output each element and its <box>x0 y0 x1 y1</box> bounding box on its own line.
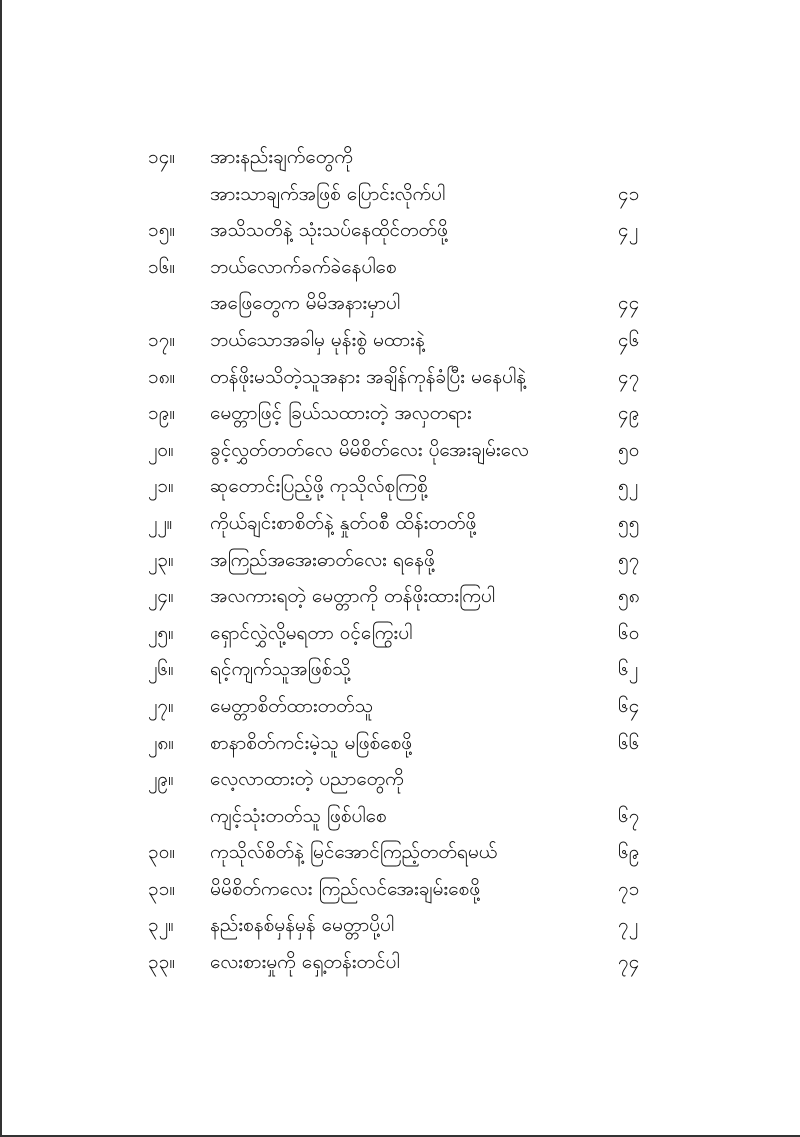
entry-title: မေတ္တာဖြင့် ခြယ်သထားတဲ့ အလှတရား <box>210 402 472 425</box>
entry-title: ဘယ်သောအခါမှ မုန်းစွဲ မထားနဲ့ <box>210 328 425 351</box>
entry-title: စာနာစိတ်ကင်းမဲ့သူ မဖြစ်စေဖို့ <box>210 731 412 754</box>
entry-title: လေးစားမှုကို ရှေ့တန်းတင်ပါ <box>210 951 400 974</box>
entry-page-number: ၄၆ <box>618 328 640 351</box>
toc-entry <box>148 798 668 835</box>
toc-entry <box>148 359 668 396</box>
entry-page-number: ၆၄ <box>618 694 640 717</box>
entry-page-number: ၅၂ <box>618 475 639 498</box>
entry-title: ကျင့်သုံးတတ်သူ ဖြစ်ပါစေ <box>210 804 387 827</box>
entry-title: နည်းစနစ်မှန်မှန် မေတ္တာပို့ပါ <box>210 914 395 937</box>
toc-entry <box>148 834 668 871</box>
entry-number: ၂၃။ <box>148 548 174 571</box>
entry-title: ရှောင်လွှဲလို့မရတာ ဝင့်ကြွေးပါ <box>210 621 413 644</box>
entry-title: မေတ္တာစိတ်ထားတတ်သူ <box>210 694 374 717</box>
entry-title: အားသာချက်အဖြစ် ပြောင်းလိုက်ပါ <box>210 182 446 205</box>
entry-title: ရင့်ကျက်သူအဖြစ်သို့ <box>210 658 351 681</box>
toc-entry <box>148 871 668 908</box>
toc-entry <box>148 907 668 944</box>
toc-entry <box>148 212 668 249</box>
entry-number: ၂၄။ <box>148 585 174 608</box>
entry-page-number: ၆၇ <box>618 804 640 827</box>
entry-number: ၁၇။ <box>148 328 176 351</box>
entry-number: ၁၆။ <box>148 255 176 278</box>
entry-page-number: ၄၄ <box>618 292 640 315</box>
toc-entry <box>148 761 668 798</box>
entry-number: ၃၂။ <box>148 914 174 937</box>
entry-title: အလကားရတဲ့ မေတ္တာကို တန်ဖိုးထားကြပါ <box>210 585 495 608</box>
toc-entry <box>148 176 668 213</box>
entry-number: ၁၄။ <box>148 146 176 168</box>
entry-title: အကြည်အအေးဓာတ်လေး ရနေဖို့ <box>210 548 435 571</box>
entry-number: ၁၈။ <box>148 365 176 388</box>
entry-page-number: ၅၇ <box>618 548 640 571</box>
entry-page-number: ၇၁ <box>618 877 640 900</box>
toc-entry <box>148 944 668 981</box>
toc-entry <box>148 322 668 359</box>
entry-title: ခွင့်လွှတ်တတ်လေ မိမိစိတ်လေး ပိုအေးချမ်းလေ <box>210 438 529 461</box>
entry-title: ဘယ်လောက်ခက်ခဲနေပါစေ <box>210 255 397 278</box>
entry-number: ၂၂။ <box>148 511 173 534</box>
entry-title: ကုသိုလ်စိတ်နဲ့ မြင်အောင်ကြည့်တတ်ရမယ် <box>210 841 498 864</box>
entry-title: မိမိစိတ်ကလေး ကြည်လင်အေးချမ်းစေဖို့ <box>210 877 481 900</box>
entry-number: ၂၅။ <box>148 621 174 644</box>
entry-page-number: ၅၀ <box>618 438 640 461</box>
entry-number: ၂၉။ <box>148 768 174 791</box>
toc-entry <box>148 615 668 652</box>
entry-number: ၃၃။ <box>148 951 176 974</box>
entry-title: ကိုယ်ချင်းစာစိတ်နဲ့ နှုတ်ဝစီ ထိန်းတတ်ဖို့ <box>210 511 477 534</box>
entry-title: အားနည်းချက်တွေကို <box>210 146 353 168</box>
toc-entry <box>148 468 668 505</box>
entry-number: ၁၉။ <box>148 402 176 425</box>
entry-title: အဖြေတွေက မိမိအနားမှာပါ <box>210 292 401 315</box>
toc-entry <box>148 395 668 432</box>
entry-page-number: ၅၅ <box>618 511 640 534</box>
entry-page-number: ၇၄ <box>618 951 640 974</box>
entry-page-number: ၄၇ <box>618 365 640 388</box>
entry-number: ၃၁။ <box>148 877 176 900</box>
entry-number: ၂၀။ <box>148 438 174 461</box>
entry-page-number: ၆၆ <box>618 731 640 754</box>
toc-entry <box>148 139 668 176</box>
entry-page-number: ၆၉ <box>618 841 640 864</box>
entry-page-number: ၄၁ <box>618 182 640 205</box>
entry-number: ၂၈။ <box>148 731 174 754</box>
entry-page-number: ၄၂ <box>618 219 639 242</box>
entry-title: ဆုတောင်းပြည့်ဖို့ ကုသိုလ်စုကြစို့ <box>210 475 428 498</box>
toc-entry <box>148 542 668 579</box>
entry-page-number: ၆၂ <box>618 658 639 681</box>
entry-page-number: ၆၀ <box>618 621 640 644</box>
toc-entry <box>148 432 668 469</box>
entry-title: တန်ဖိုးမသိတဲ့သူအနား အချိန်ကုန်ခံပြီး မနေပါနဲ့ <box>210 365 526 388</box>
toc-entry <box>148 651 668 688</box>
entry-page-number: ၅၈ <box>618 585 640 608</box>
table-of-contents <box>148 139 668 981</box>
entry-number: ၂၇။ <box>148 694 174 717</box>
entry-number: ၂၆။ <box>148 658 174 681</box>
entry-page-number: ၄၉ <box>618 402 640 425</box>
toc-entry <box>148 578 668 615</box>
toc-entry <box>148 505 668 542</box>
entry-number: ၃၀။ <box>148 841 176 864</box>
entry-page-number: ၇၂ <box>618 914 639 937</box>
toc-entry <box>148 688 668 725</box>
entry-number: ၁၅။ <box>148 219 176 242</box>
entry-number: ၂၁။ <box>148 475 174 498</box>
toc-entry <box>148 725 668 762</box>
entry-title: လေ့လာထားတဲ့ ပညာတွေကို <box>210 768 404 791</box>
entry-title: အသိသတိနဲ့ သုံးသပ်နေထိုင်တတ်ဖို့ <box>210 219 448 242</box>
toc-entry <box>148 249 668 286</box>
toc-entry <box>148 285 668 322</box>
